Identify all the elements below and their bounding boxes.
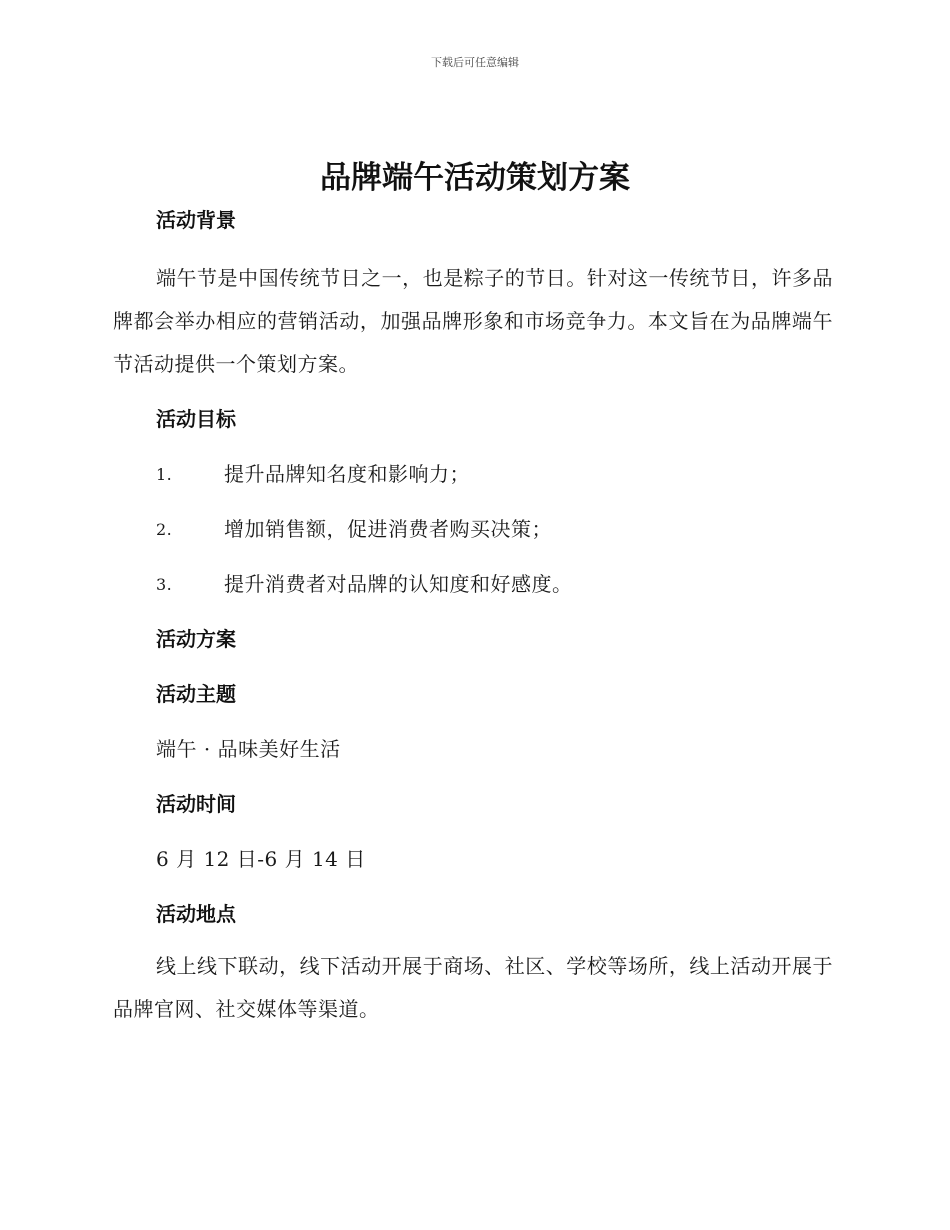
location-paragraph: 线上线下联动，线下活动开展于商场、社区、学校等场所，线上活动开展于品牌官网、社交媒体等渠道。 xyxy=(113,954,833,1021)
heading-theme: 活动主题 xyxy=(156,682,236,706)
list-item xyxy=(113,456,833,492)
list-item-text: 提升消费者对品牌的认知度和好感度。 xyxy=(224,572,573,596)
list-item xyxy=(113,511,833,547)
goals-list xyxy=(113,456,833,602)
list-item-text: 提升品牌知名度和影响力； xyxy=(224,462,470,486)
document-body xyxy=(113,200,833,1031)
time-text: 6 月 12 日-6 月 14 日 xyxy=(156,847,366,871)
list-number: 3. xyxy=(156,575,173,594)
list-item-text: 增加销售额，促进消费者购买决策； xyxy=(224,517,552,541)
theme-text: 端午 · 品味美好生活 xyxy=(156,737,341,761)
document-title: 品牌端午活动策划方案 xyxy=(320,160,630,196)
heading-goals: 活动目标 xyxy=(156,407,236,431)
heading-time: 活动时间 xyxy=(156,792,236,816)
list-item xyxy=(113,566,833,602)
page-header-note: 下载后可任意编辑 xyxy=(431,56,519,69)
background-paragraph: 端午节是中国传统节日之一，也是粽子的节日。针对这一传统节日，许多品牌都会举办相应的营销活动，加强品牌形象和市场竞争力。本文旨在为品牌端午节活动提供一个策划方案。 xyxy=(113,266,833,376)
list-number: 1. xyxy=(156,465,173,484)
heading-location: 活动地点 xyxy=(156,902,236,926)
heading-background: 活动背景 xyxy=(156,208,236,232)
heading-plan: 活动方案 xyxy=(156,627,236,651)
list-number: 2. xyxy=(156,520,173,539)
